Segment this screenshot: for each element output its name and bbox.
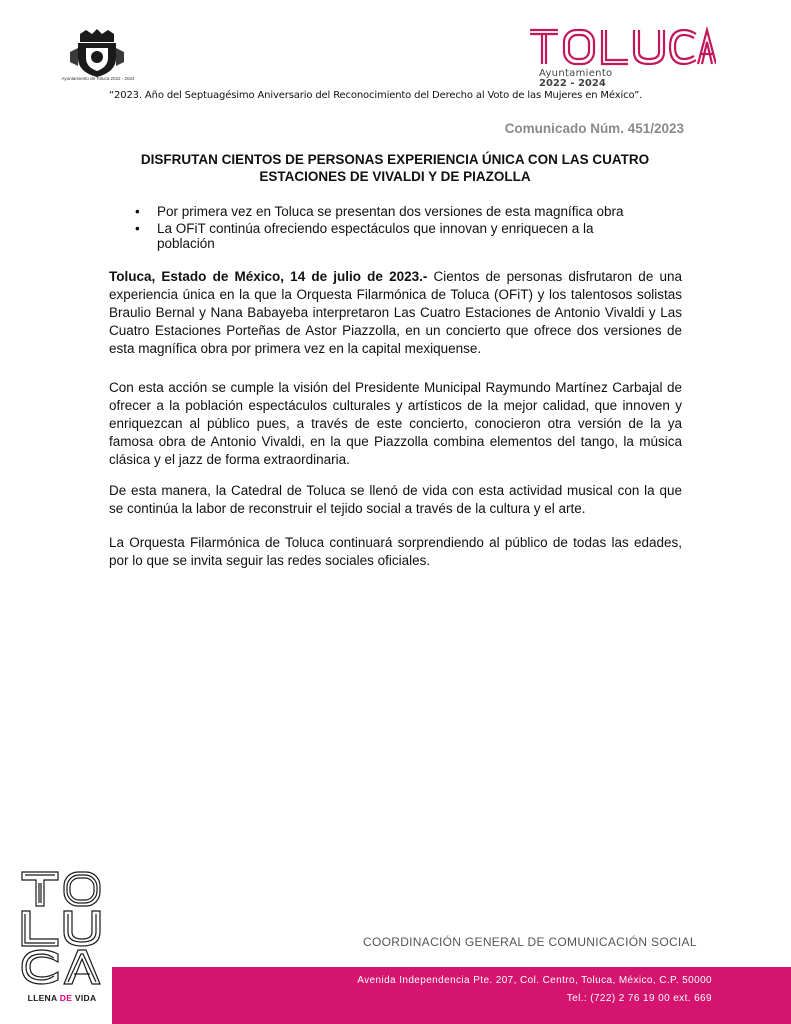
ayuntamiento-years: 2022 - 2024 xyxy=(539,78,606,89)
bullet-item: • Por primera vez en Toluca se presentan dos versiones de esta magnífica obra xyxy=(135,204,655,220)
toluca-wordmark-logo xyxy=(528,26,716,66)
slogan-word-vida: VIDA xyxy=(74,993,97,1003)
paragraph-1-body: Cientos de personas disfrutaron de una experiencia única en la que la Orquesta Filarmónica de Toluca (OFiT) y los talentosos solistas Braulio Bernal y Nana Babayeba interpretaron Las Cuatro Estaciones de Antonio Vivaldi y Las Cuatro Estaciones Porteñas de Astor Piazzolla, en un concierto que ofrece dos versiones de esta magnífica obra por primera vez en la capital mexiquense. xyxy=(109,269,683,356)
footer-address: Avenida Independencia Pte. 207, Col. Centro, Toluca, México, C.P. 50000 xyxy=(357,975,712,986)
paragraph-4: La Orquesta Filarmónica de Toluca continuará sorprendiendo al público de todas las edades, por lo que se invita seguir las redes sociales oficiales. xyxy=(109,535,682,568)
footer-phone: Tel.: (722) 2 76 19 00 ext. 669 xyxy=(566,993,712,1004)
year-motto: “2023. Año del Septuagésimo Aniversario del Reconocimiento del Derecho al Voto de las Mujeres en México”. xyxy=(109,90,643,101)
paragraph-3: De esta manera, la Catedral de Toluca se llenó de vida con esta actividad musical con la que se continúa la labor de reconstruir el tejido social a través de la cultura y el arte. xyxy=(109,483,682,516)
coordination-label: COORDINACIÓN GENERAL DE COMUNICACIÓN SOCIAL xyxy=(363,935,697,949)
summary-bullets xyxy=(135,204,655,253)
headline: DISFRUTAN CIENTOS DE PERSONAS EXPERIENCIA ÚNICA CON LAS CUATRO ESTACIONES DE VIVALDI Y DE PIAZOLLA xyxy=(140,152,650,184)
bullet-item: • La OFiT continúa ofreciendo espectáculos que innovan y enriquecen a la población xyxy=(135,221,655,252)
paragraph-1 xyxy=(109,268,682,358)
crest-caption: Ayuntamiento de Toluca 2022 - 2024 xyxy=(61,76,135,81)
slogan-word-de: DE xyxy=(59,993,73,1003)
ayuntamiento-label: Ayuntamiento xyxy=(539,68,613,79)
paragraph-2: Con esta acción se cumple la visión del Presidente Municipal Raymundo Martínez Carbajal de ofrecer a la población espectáculos culturales y artísticos de la mejor calidad, que innoven y enriquezcan al público pues, a través de este concierto, conocieron otra versión de la ya famosa obra de Antonio Vivaldi, en la que Piazzolla combina elementos del tango, la música clásica y el jazz de forma extraordinaria. xyxy=(109,380,682,467)
slogan-word-llena: LLENA xyxy=(27,993,58,1003)
ayuntamiento-crest-icon xyxy=(66,28,128,78)
press-release-number: Comunicado Núm. 451/2023 xyxy=(504,121,684,136)
dateline: Toluca, Estado de México, 14 de julio de 2023.- xyxy=(109,269,428,284)
footer-slogan xyxy=(20,993,104,1003)
toluca-block-logo xyxy=(20,870,104,986)
